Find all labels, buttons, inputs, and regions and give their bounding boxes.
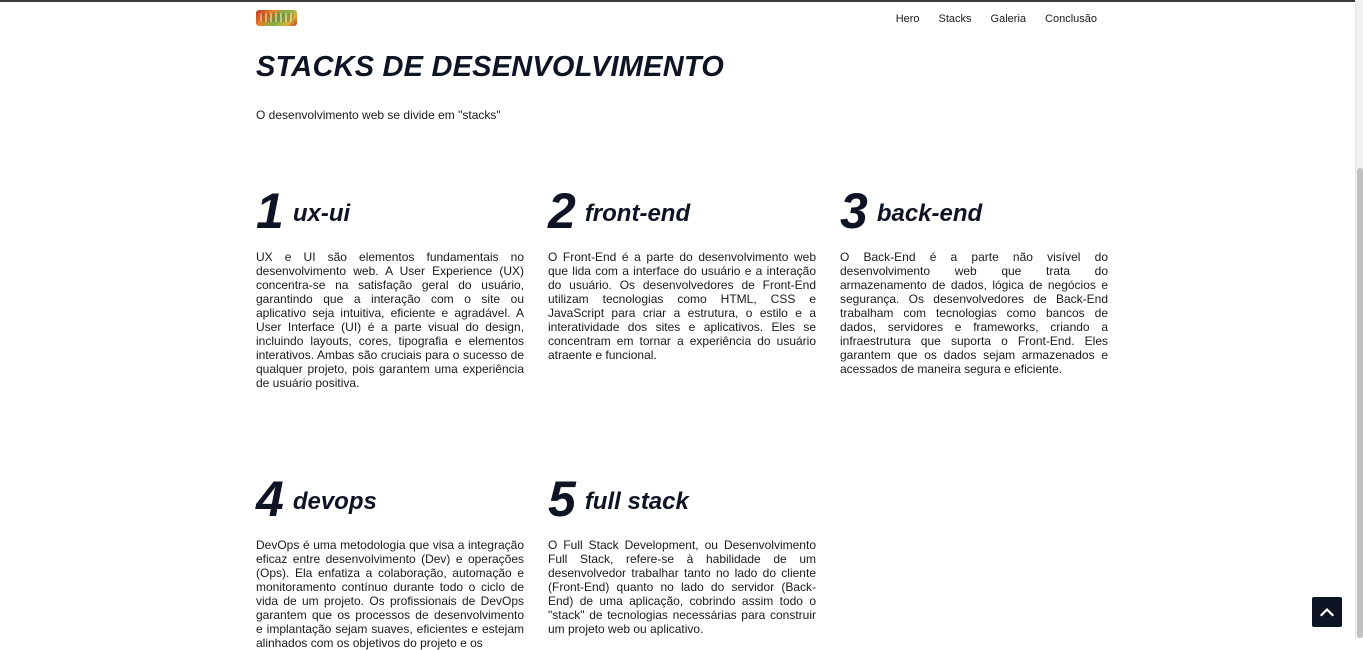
card-header <box>548 181 816 239</box>
stack-card-full-stack <box>548 469 816 636</box>
card-header <box>548 469 816 527</box>
card-description: DevOps é uma metodologia que visa a integração eficaz entre desenvolvimento (Dev) e operações (Ops). Ela enfatiza a colaboração, automação e monitoramento contínuo durante todo o ciclo de vida de um projeto. Os profissionais de DevOps garantem que os processos de desenvolvimento e implantação sejam suaves, eficientes e estejam alinhados com os objetivos do projeto e os <box>256 538 524 650</box>
section-intro: O desenvolvimento web se divide em "stacks" <box>256 108 501 122</box>
stack-card-ux-ui <box>256 181 524 390</box>
nav-link-hero[interactable]: Hero <box>895 13 920 25</box>
card-title: full stack <box>584 488 689 515</box>
card-header <box>256 181 524 239</box>
scrollbar-thumb[interactable] <box>1357 168 1363 638</box>
card-title: devops <box>292 488 377 515</box>
nav-link-conclusao[interactable]: Conclusão <box>1045 13 1097 25</box>
card-number: 1 <box>256 183 284 239</box>
card-number: 2 <box>548 183 576 239</box>
nav-link-galeria[interactable]: Galeria <box>990 13 1027 25</box>
page-scrollbar[interactable] <box>1355 0 1363 638</box>
stack-card-front-end <box>548 181 816 362</box>
window-top-border <box>0 0 1363 2</box>
site-logo[interactable] <box>256 10 297 26</box>
card-number: 3 <box>840 183 868 239</box>
card-title: front-end <box>584 200 691 227</box>
card-number: 4 <box>256 471 284 527</box>
card-header <box>840 181 1108 239</box>
card-title: back-end <box>876 200 983 227</box>
nav-link-stacks[interactable]: Stacks <box>938 13 972 25</box>
page-title: STACKS DE DESENVOLVIMENTO <box>256 51 724 83</box>
nav-links <box>877 12 1097 26</box>
card-number: 5 <box>548 471 576 527</box>
chevron-up-icon <box>1319 604 1335 620</box>
card-title: ux-ui <box>292 200 351 227</box>
card-description: O Front-End é a parte do desenvolvimento web que lida com a interface do usuário e a interação do usuário. Os desenvolvedores de Front-End utilizam tecnologias como HTML, CSS e JavaScript para criar a estrutura, o estilo e a interatividade dos sites e aplicativos. Eles se concentram em tornar a experiência do usuário atraente e funcional. <box>548 250 816 362</box>
stack-card-devops <box>256 469 524 650</box>
navbar <box>255 8 1107 32</box>
back-to-top-button[interactable] <box>1312 597 1342 627</box>
card-description: UX e UI são elementos fundamentais no desenvolvimento web. A User Experience (UX) concentra-se na satisfação geral do usuário, garantindo que a interação com o site ou aplicativo seja intuitiva, eficiente e agradável. A User Interface (UI) é a parte visual do design, incluindo layouts, cores, tipografia e elementos interativos. Ambas são cruciais para o sucesso de qualquer projeto, pois garantem uma experiência de usuário positiva. <box>256 250 524 390</box>
stack-card-back-end <box>840 181 1108 376</box>
card-header <box>256 469 524 527</box>
card-description: O Back-End é a parte não visível do desenvolvimento web que trata do armazenamento de dados, lógica de negócios e segurança. Os desenvolvedores de Back-End trabalham com tecnologias como bancos de dados, servidores e frameworks, criando a infraestrutura que suporta o Front-End. Eles garantem que os dados sejam armazenados e acessados de maneira segura e eficiente. <box>840 250 1108 376</box>
card-description: O Full Stack Development, ou Desenvolvimento Full Stack, refere-se à habilidade de um desenvolvedor trabalhar tanto no lado do cliente (Front-End) quanto no lado do servidor (Back-End) de uma aplicação, cobrindo assim todo o "stack" de tecnologias necessárias para construir um projeto web ou aplicativo. <box>548 538 816 636</box>
